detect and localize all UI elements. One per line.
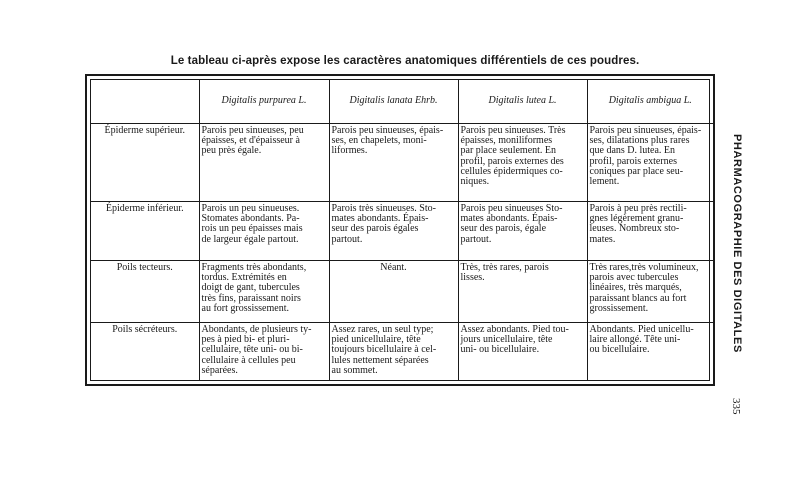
table-caption: Le tableau ci-après expose les caractères anatomiques différentiels de ces poudres.: [170, 55, 640, 67]
table-row: [91, 261, 713, 323]
table-cell: Néant.: [329, 261, 458, 323]
row-label-poils-secreteurs: Poils sécréteurs.: [91, 323, 199, 381]
table-cell: Parois peu sinueuses. Très épaisses, moniliformes par place seulement. En profil, parois externes des cellules épidermiques co- niques.: [458, 124, 587, 202]
page-number: 335: [730, 398, 742, 415]
table-cell: Parois peu sinueuses Sto- mates abondants. Épais- seur des parois, égale partout.: [458, 202, 587, 261]
table-inner-frame: [90, 79, 710, 381]
table-cell: Abondants, de plusieurs ty- pes à pied bi- et pluri- cellulaire, tête uni- ou bi- cellulaire à cellules peu séparées.: [199, 323, 329, 381]
table-row: [91, 323, 713, 381]
table-header-row: [91, 80, 713, 124]
row-label-epiderme-inferieur: Épiderme inférieur.: [91, 202, 199, 261]
table-cell: Parois à peu près rectili- gnes légèrement granu- leuses. Nombreux sto- mates.: [587, 202, 713, 261]
table-cell: Assez rares, un seul type; pied unicellulaire, tête toujours bicellulaire à cel- lules nettement séparées au sommet.: [329, 323, 458, 381]
table-row: [91, 124, 713, 202]
table-cell: Très, très rares, parois lisses.: [458, 261, 587, 323]
table-cell: Assez abondants. Pied tou- jours unicellulaire, tête uni- ou bicellulaire.: [458, 323, 587, 381]
row-label-epiderme-superieur: Épiderme supérieur.: [91, 124, 199, 202]
table-cell: Très rares,très volumineux, parois avec tubercules linéaires, très marqués, paraissant blancs au fort grossissement.: [587, 261, 713, 323]
column-header-ambigua: Digitalis ambigua L.: [587, 80, 713, 124]
column-header-purpurea: Digitalis purpurea L.: [199, 80, 329, 124]
table-frame: [85, 74, 715, 386]
column-header-lanata: Digitalis lanata Ehrb.: [329, 80, 458, 124]
anatomy-table: [91, 80, 713, 380]
table-cell: Parois peu sinueuses, épais- ses, en chapelets, moni- liformes.: [329, 124, 458, 202]
header-corner: [91, 80, 199, 124]
table-cell: Parois peu sinueuses, peu épaisses, et d'épaisseur à peu près égale.: [199, 124, 329, 202]
table-cell: Fragments très abondants, tordus. Extrémités en doigt de gant, tubercules très fins, paraissant noirs au fort grossissement.: [199, 261, 329, 323]
column-header-lutea: Digitalis lutea L.: [458, 80, 587, 124]
table-cell: Abondants. Pied unicellu- laire allongé. Tête uni- ou bicellulaire.: [587, 323, 713, 381]
row-label-poils-tecteurs: Poils tecteurs.: [91, 261, 199, 323]
table-cell: Parois peu sinueuses, épais- ses, dilatations plus rares que dans D. lutea. En profil, parois externes coniques par place seu- lement.: [587, 124, 713, 202]
table-cell: Parois très sinueuses. Sto- mates abondants. Épais- seur des parois égales partout.: [329, 202, 458, 261]
table-cell: Parois un peu sinueuses. Stomates abondants. Pa- rois un peu épaisses mais de largeur égale partout.: [199, 202, 329, 261]
running-title: PHARMACOGRAPHIE DES DIGITALES: [731, 134, 743, 353]
table-row: [91, 202, 713, 261]
